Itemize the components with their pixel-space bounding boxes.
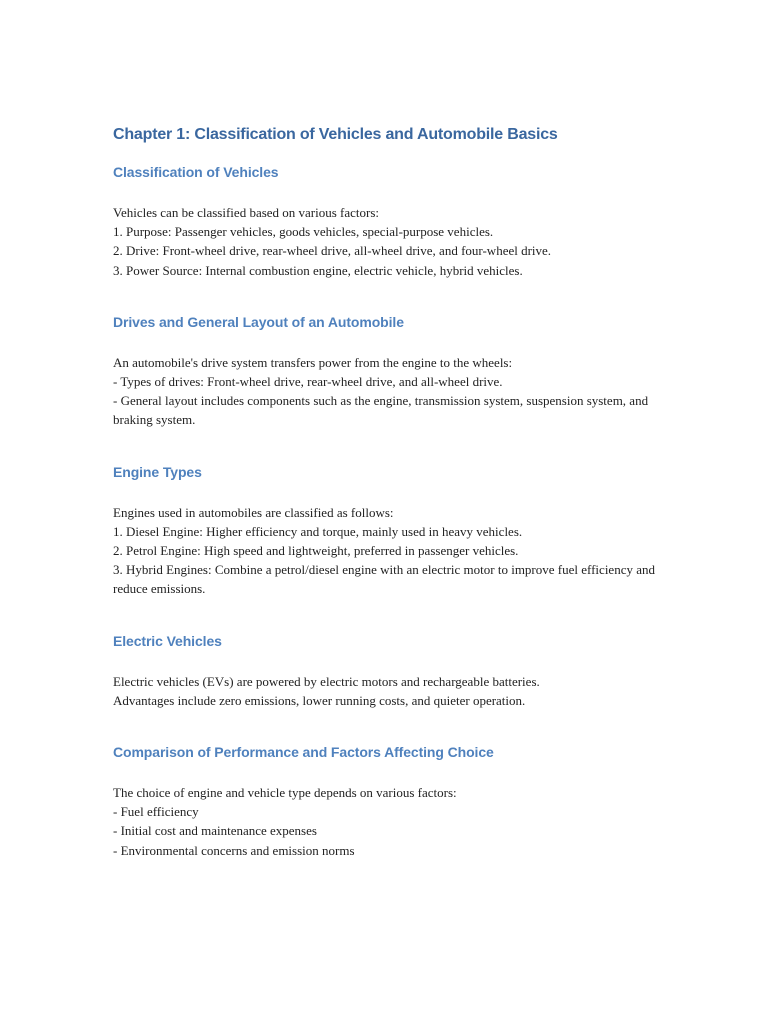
body-line: - Environmental concerns and emission norms — [113, 842, 355, 858]
section-body-drives-and-layout — [113, 353, 658, 430]
section-heading-electric-vehicles: Electric Vehicles — [113, 632, 222, 649]
section-body-classification-of-vehicles — [113, 203, 658, 280]
section-heading-engine-types: Engine Types — [113, 463, 202, 480]
section-body-comparison-and-factors — [113, 783, 658, 860]
body-line: Electric vehicles (EVs) are powered by electric motors and rechargeable batteries. — [113, 673, 540, 689]
body-line: - Types of drives: Front-wheel drive, rear-wheel drive, and all-wheel drive. — [113, 374, 503, 390]
section-body-electric-vehicles — [113, 672, 658, 710]
section-heading-comparison-and-factors: Comparison of Performance and Factors Affecting Choice — [113, 744, 494, 761]
chapter-title: Chapter 1: Classification of Vehicles and Automobile Basics — [113, 126, 558, 143]
body-line: 2. Petrol Engine: High speed and lightweight, preferred in passenger vehicles. — [113, 543, 519, 559]
document-page — [113, 124, 658, 860]
section-heading-classification-of-vehicles: Classification of Vehicles — [113, 164, 279, 180]
body-line: Engines used in automobiles are classified as follows: — [113, 504, 394, 520]
body-line: Vehicles can be classified based on various factors: — [113, 205, 380, 220]
body-line: 3. Hybrid Engines: Combine a petrol/diesel engine with an electric motor to improve fuel efficiency and reduce emissions. — [113, 562, 655, 597]
body-line: 1. Diesel Engine: Higher efficiency and torque, mainly used in heavy vehicles. — [113, 523, 523, 539]
body-line: 3. Power Source: Internal combustion engine, electric vehicle, hybrid vehicles. — [113, 262, 523, 278]
body-line: - Fuel efficiency — [113, 804, 199, 820]
section-heading-drives-and-layout: Drives and General Layout of an Automobile — [113, 313, 404, 330]
body-line: - General layout includes components such as the engine, transmission system, suspension system, and braking system. — [113, 393, 649, 428]
body-line: The choice of engine and vehicle type depends on various factors: — [113, 785, 457, 801]
section-body-engine-types — [113, 503, 658, 599]
body-line: 2. Drive: Front-wheel drive, rear-wheel drive, all-wheel drive, and four-wheel drive. — [113, 243, 552, 259]
body-line: 1. Purpose: Passenger vehicles, goods vehicles, special-purpose vehicles. — [113, 224, 494, 240]
body-line: - Initial cost and maintenance expenses — [113, 823, 317, 839]
body-line: An automobile's drive system transfers power from the engine to the wheels: — [113, 354, 513, 370]
body-line: Advantages include zero emissions, lower running costs, and quieter operation. — [113, 692, 526, 708]
